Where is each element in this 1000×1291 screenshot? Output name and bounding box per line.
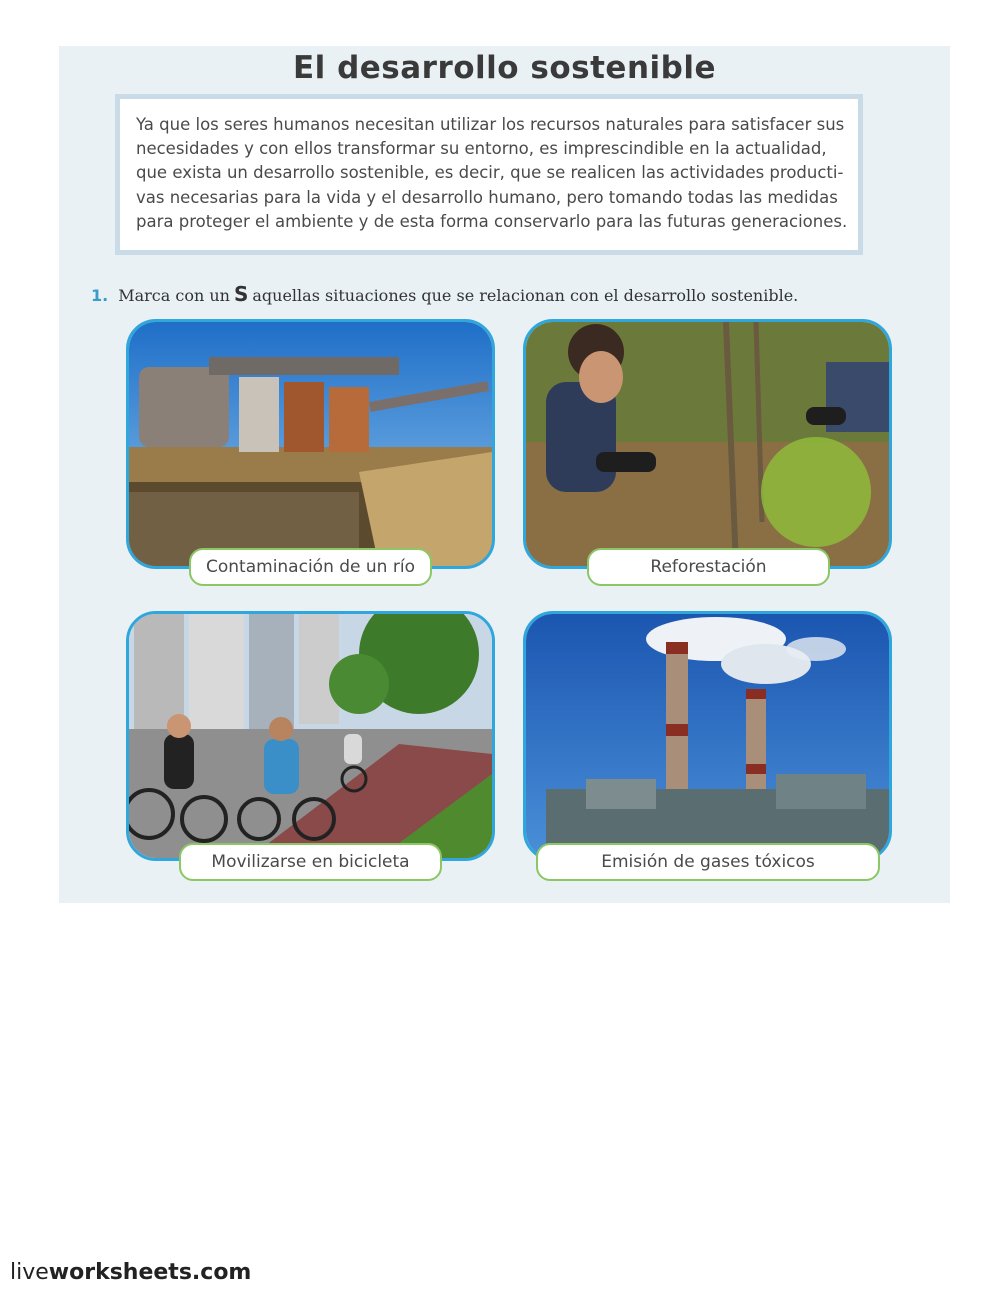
factory-river-photo [126,319,495,569]
intro-text-box [115,94,863,255]
question-letter: S [233,282,249,306]
question-1 [91,282,798,306]
cyclists-photo [126,611,495,861]
card-label: Contaminación de un río [189,548,432,586]
smokestacks-photo [523,611,892,861]
question-text-after: aquellas situaciones que se relacionan con el desarrollo sostenible. [252,286,799,305]
intro-line: que exista un desarrollo sostenible, es decir, que se realicen las actividades producti- [136,163,844,183]
question-number: 1. [91,286,109,305]
intro-line: Ya que los seres humanos necesitan utilizar los recursos naturales para satisfacer sus [136,115,845,134]
card-label: Reforestación [587,548,830,586]
card-label: Emisión de gases tóxicos [536,843,880,881]
question-text-before: Marca con un [118,286,230,305]
card-label: Movilizarse en bicicleta [179,843,442,881]
page-title: El desarrollo sostenible [293,50,716,86]
footer-light: live [10,1260,49,1285]
footer-tail: .com [191,1260,252,1285]
intro-line: para proteger el ambiente y de esta forma conservarlo para las futuras generaciones. [136,211,848,231]
site-footer[interactable] [10,1260,251,1285]
intro-line: vas necesarias para la vida y el desarrollo humano, pero tomando todas las medidas [136,187,838,207]
intro-line: necesidades y con ellos transformar su entorno, es imprescindible en la actualidad, [136,139,827,159]
planting-trees-photo [523,319,892,569]
footer-bold: worksheets [48,1260,192,1285]
